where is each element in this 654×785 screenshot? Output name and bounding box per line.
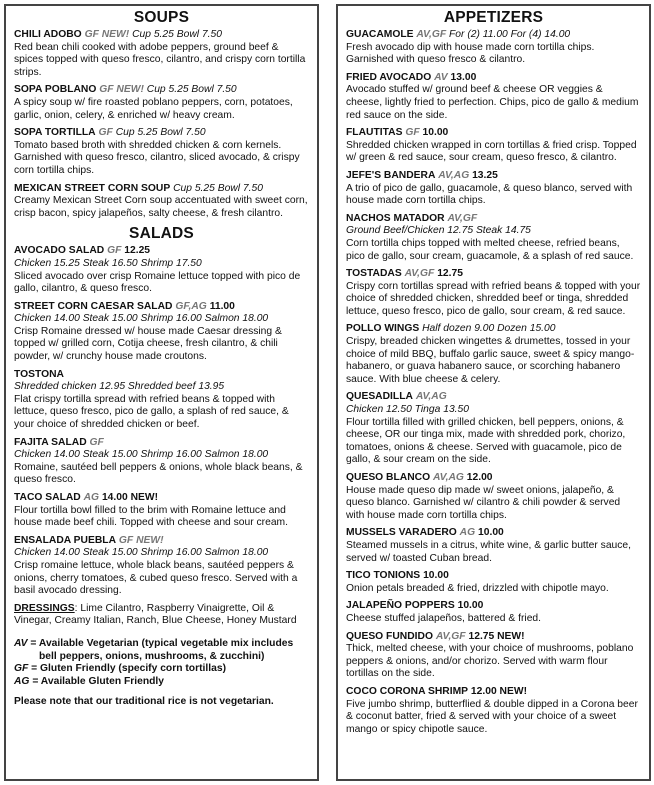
legend-av-key: AV bbox=[14, 637, 28, 649]
item-name: POLLO WINGS bbox=[346, 323, 420, 335]
item-description: Crispy corn tortillas spread with refried beans & topped with your choice of shredded chicken, shredded beef or tinga, shredded lettuce, queso fresco, pico de gallo, sour cream, & red sauce. bbox=[346, 280, 641, 317]
item-tags: GF bbox=[107, 245, 122, 257]
legend-gf-key: GF bbox=[14, 663, 29, 675]
legend-ag-text: = Available Gluten Friendly bbox=[29, 675, 165, 687]
item-name: TOSTADAS bbox=[346, 268, 402, 280]
item-description: Flour tortilla filled with grilled chicken, bell peppers, onions, & cheese, OR our tinga mix, made with shredded pork, chorizo, tomatoes, onions & cheese. Served with guacamole, pico de gallo, & sour cream on the side. bbox=[346, 416, 626, 466]
appetizers-title: APPETIZERS bbox=[443, 9, 544, 26]
item-price: 12.25 bbox=[124, 245, 151, 257]
item-description: House made queso dip made w/ sweet onions, jalapeño, & queso blanco. Garnished w/ cilantro & chili powder & served with house made corn tortilla chips. bbox=[346, 484, 621, 521]
item-price: 13.25 bbox=[472, 169, 498, 181]
item-description: Romaine, sautéed bell peppers & onions, whole black beans, & queso fresco. bbox=[14, 461, 303, 486]
item-options: Chicken 14.00 Steak 15.00 Shrimp 16.00 Salmon 18.00 bbox=[14, 313, 269, 325]
right-column bbox=[336, 4, 651, 781]
legend-av bbox=[14, 638, 309, 651]
item-price: For (2) 11.00 For (4) 14.00 bbox=[449, 29, 571, 40]
menu-item bbox=[14, 369, 309, 432]
item-name: FAJITA SALAD bbox=[14, 436, 87, 448]
item-tags: AV,GF bbox=[404, 268, 435, 280]
menu-item bbox=[14, 245, 309, 295]
item-price: Half dozen 9.00 Dozen 15.00 bbox=[422, 323, 556, 335]
menu-item bbox=[346, 323, 641, 386]
item-name: CHILI ADOBO bbox=[14, 29, 82, 40]
item-description: Crisp romaine lettuce, whole black beans, sautéed peppers & onions, cherry tomatoes, & cubed queso fresco. Served with a basil avocado dressing. bbox=[14, 559, 298, 597]
legend-gf-text: = Gluten Friendly (specify corn tortillas) bbox=[28, 663, 226, 675]
menu-item bbox=[346, 631, 641, 681]
item-price: Cup 5.25 Bowl 7.50 bbox=[132, 29, 222, 40]
item-name: MEXICAN STREET CORN SOUP bbox=[14, 182, 171, 194]
item-tags: GF NEW! bbox=[84, 29, 130, 40]
item-name: COCO CORONA SHRIMP bbox=[346, 685, 469, 697]
item-tags: GF NEW! bbox=[118, 534, 164, 546]
menu-item bbox=[14, 301, 309, 364]
legend bbox=[14, 638, 309, 688]
item-description: Cheese stuffed jalapeños, battered & fried. bbox=[346, 612, 542, 624]
item-description: Thick, melted cheese, with your choice of mushrooms, poblano peppers & onions, and/or chorizo. Served with warm flour tortillas on the side. bbox=[346, 643, 634, 680]
item-tags: AV,AG bbox=[432, 472, 464, 483]
item-tags: GF bbox=[89, 436, 104, 448]
item-tags: AV,GF bbox=[435, 630, 466, 642]
menu-item bbox=[346, 268, 641, 318]
menu-item bbox=[346, 127, 641, 165]
item-description: Flat crispy tortilla spread with refried beans & topped with lettuce, queso fresco, pico de gallo, a splash of red sauce, & your choice of shredded chicken or beef. bbox=[14, 393, 289, 431]
item-description: Five jumbo shrimp, butterflied & double dipped in a Corona beer & coconut batter, fried & served with your choice of a sweet mango or spicy chipotle sauce. bbox=[346, 698, 638, 735]
item-price: Cup 5.25 Bowl 7.50 bbox=[146, 84, 237, 96]
item-price: Cup 5.25 Bowl 7.50 bbox=[115, 127, 206, 139]
item-price: 10.00 bbox=[423, 570, 449, 582]
menu-item bbox=[14, 535, 309, 598]
legend-ag bbox=[14, 676, 309, 689]
menu-item bbox=[346, 686, 641, 736]
menu-item bbox=[14, 127, 309, 177]
item-name: JALAPEÑO POPPERS bbox=[346, 600, 455, 612]
item-tags: GF,AG bbox=[175, 300, 207, 312]
item-price: 12.75 bbox=[437, 268, 463, 280]
item-tags: GF bbox=[405, 127, 420, 139]
menu-item bbox=[14, 84, 309, 122]
item-tags: AG bbox=[83, 492, 100, 503]
menu-item bbox=[346, 527, 641, 565]
menu-item bbox=[14, 437, 309, 487]
item-name: QUESO FUNDIDO bbox=[346, 630, 433, 642]
item-options: Chicken 15.25 Steak 16.50 Shrimp 17.50 bbox=[14, 257, 202, 269]
item-price: 11.00 bbox=[209, 300, 235, 312]
item-tags: AV bbox=[434, 71, 448, 83]
item-tags: GF bbox=[98, 127, 113, 139]
item-description: Onion petals breaded & fried, drizzled with chipotle mayo. bbox=[346, 582, 609, 594]
legend-av-text: = Available Vegetarian (typical vegetable mix includes bbox=[27, 637, 294, 649]
item-description: A trio of pico de gallo, guacamole, & queso blanco, served with house made corn tortilla chips. bbox=[346, 182, 633, 207]
left-column bbox=[4, 4, 319, 781]
item-description: Steamed mussels in a citrus, white wine, & garlic butter sauce, served w/ toasted Cuban bread. bbox=[346, 539, 632, 564]
item-name: QUESO BLANCO bbox=[346, 472, 431, 483]
menu-item bbox=[346, 213, 641, 263]
salads-title: SALADS bbox=[129, 225, 194, 243]
menu-item bbox=[346, 29, 641, 67]
item-name: ENSALADA PUEBLA bbox=[14, 534, 117, 546]
item-tags: AG bbox=[459, 527, 476, 539]
item-description: Sliced avocado over crisp Romaine lettuce topped with pico de gallo, cilantro, & queso fresco. bbox=[14, 270, 301, 295]
item-name: MUSSELS VARADERO bbox=[346, 527, 457, 539]
item-name: TOSTONA bbox=[14, 368, 64, 380]
item-options: Ground Beef/Chicken 12.75 Steak 14.75 bbox=[346, 225, 531, 237]
item-name: JEFE'S BANDERA bbox=[346, 169, 436, 181]
item-name: QUESADILLA bbox=[346, 391, 413, 403]
item-tags: GF NEW! bbox=[99, 84, 144, 96]
item-description: Avocado stuffed w/ ground beef & cheese OR veggies & cheese, lightly fried to perfection. Chips, pico de gallo & medium red sauce on the side. bbox=[346, 84, 639, 121]
item-description: Flour tortilla bowl filled to the brim with Romaine lettuce and house made beef chili. Topped with cheese and sour cream. bbox=[14, 504, 288, 529]
menu-item bbox=[346, 570, 641, 595]
item-options: Shredded chicken 12.95 Shredded beef 13.95 bbox=[14, 381, 225, 393]
menu-item bbox=[14, 29, 309, 79]
item-price: 12.00 NEW! bbox=[470, 685, 528, 697]
dressings-label: DRESSINGS bbox=[14, 602, 75, 614]
item-description: Tomato based broth with shredded chicken & corn kernels. Garnished with queso fresco, cilantro, sliced avocado, & crispy corn tortilla chips. bbox=[14, 139, 300, 176]
menu-item bbox=[346, 391, 641, 467]
item-name: STREET CORN CAESAR SALAD bbox=[14, 300, 173, 312]
item-name: SOPA TORTILLA bbox=[14, 127, 96, 139]
soups-title: SOUPS bbox=[133, 9, 190, 26]
item-name: GUACAMOLE bbox=[346, 29, 414, 40]
item-description: Crispy, breaded chicken wingettes & drumettes, tossed in your choice of mild BBQ, buffalo garlic sauce, sweet & spicy mango-habanero, or guava habanero sauce, or scorching habanero sauce. With blue cheese & celery. bbox=[346, 336, 635, 385]
item-price: 10.00 bbox=[457, 600, 484, 612]
item-description: A spicy soup w/ fire roasted poblano peppers, corn, potatoes, garlic, onion, celery, & enriched w/ heavy cream. bbox=[14, 96, 293, 121]
item-tags: AV,GF bbox=[416, 29, 447, 40]
item-description: Red bean chili cooked with adobe peppers, ground beef & spices topped with queso fresco, cilantro, and crispy corn tortilla strips. bbox=[14, 41, 306, 78]
item-options: Chicken 12.50 Tinga 13.50 bbox=[346, 404, 469, 416]
menu-item bbox=[346, 170, 641, 208]
item-tags: AV,GF bbox=[447, 212, 478, 224]
item-price: 12.00 bbox=[466, 472, 493, 483]
item-description: Shredded chicken wrapped in corn tortillas & fried crisp. Topped w/ green & red sauce, sour cream, queso fresco, & cilantro. bbox=[346, 139, 637, 164]
item-price: 14.00 NEW! bbox=[101, 492, 159, 503]
item-price: Cup 5.25 Bowl 7.50 bbox=[173, 182, 263, 194]
item-name: AVOCADO SALAD bbox=[14, 245, 105, 257]
item-price: 10.00 bbox=[478, 527, 504, 539]
dressings-list: : Lime Cilantro, Raspberry Vinaigrette, Oil & Vinegar, Creamy Italian, Ranch, Blue Cheese, Honey Mustard bbox=[14, 602, 297, 627]
item-description: Corn tortilla chips topped with melted cheese, refried beans, pico de gallo, sour cream, guacamole, & a splash of red sauce. bbox=[346, 237, 634, 262]
item-price: 13.00 bbox=[450, 71, 477, 83]
item-name: SOPA POBLANO bbox=[14, 84, 97, 96]
item-name: TACO SALAD bbox=[14, 492, 81, 503]
menu-item bbox=[14, 183, 309, 221]
item-name: NACHOS MATADOR bbox=[346, 212, 445, 224]
menu-item bbox=[14, 492, 309, 530]
item-name: FRIED AVOCADO bbox=[346, 71, 432, 83]
legend-av-text2: bell peppers, onions, mushrooms, & zucchini) bbox=[39, 650, 265, 662]
item-description: Fresh avocado dip with house made corn tortilla chips. Garnished with queso fresco & cilantro. bbox=[346, 41, 595, 66]
item-options: Chicken 14.00 Steak 15.00 Shrimp 16.00 Salmon 18.00 bbox=[14, 547, 269, 559]
dressings-line bbox=[14, 603, 309, 628]
item-tags: AV,AG bbox=[438, 169, 470, 181]
menu-item bbox=[346, 472, 641, 522]
menu-item bbox=[346, 600, 641, 625]
menu-item bbox=[346, 72, 641, 122]
item-name: TICO TONIONS bbox=[346, 570, 421, 582]
legend-gf bbox=[14, 663, 309, 676]
item-tags: AV,AG bbox=[415, 391, 447, 403]
item-description: Crisp Romaine dressed w/ house made Caesar dressing & topped w/ grilled corn, Cotija cheese, fresh cilantro, & chili powder, w/ crunchy house made croutons. bbox=[14, 325, 282, 363]
rice-note: Please note that our traditional rice is not vegetarian. bbox=[14, 696, 274, 708]
legend-ag-key: AG bbox=[14, 675, 30, 687]
item-options: Chicken 14.00 Steak 15.00 Shrimp 16.00 Salmon 18.00 bbox=[14, 449, 269, 461]
item-price: 10.00 bbox=[422, 127, 449, 139]
item-description: Creamy Mexican Street Corn soup accentuated with sweet corn, crisp bacon, spicy jalapeños, salty cheese, & fresh cilantro. bbox=[14, 195, 308, 219]
item-price: 12.75 NEW! bbox=[468, 630, 525, 642]
item-name: FLAUTITAS bbox=[346, 127, 403, 139]
